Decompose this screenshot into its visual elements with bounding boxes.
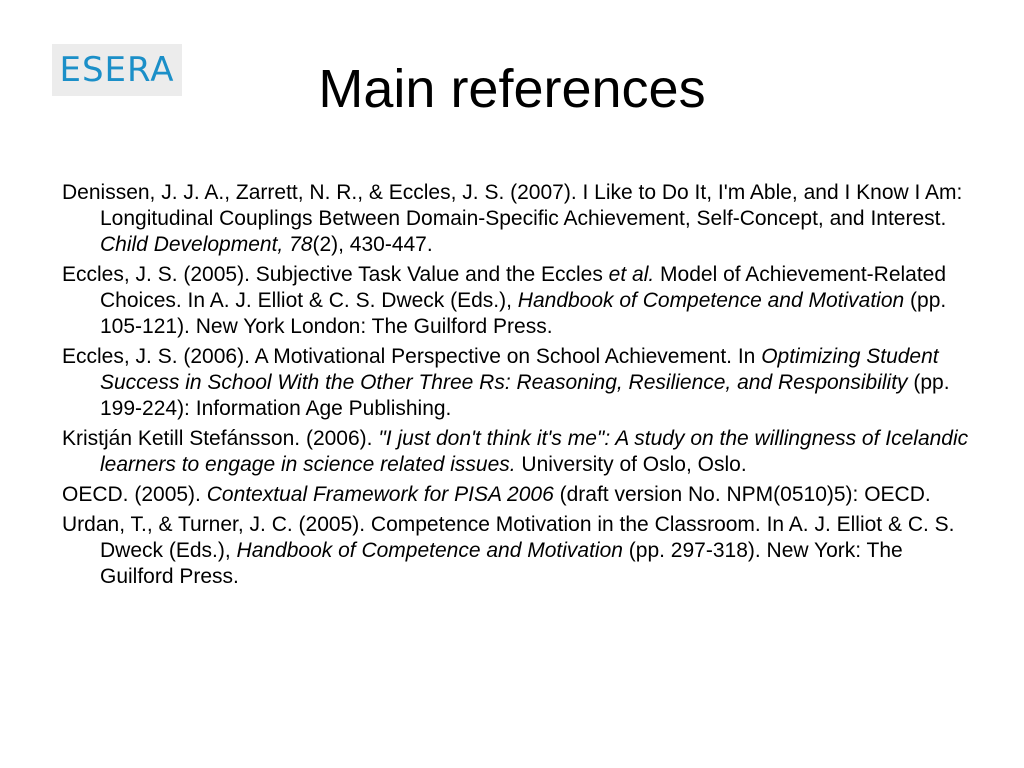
esera-logo-text: ESERA (59, 50, 175, 90)
reference-text: Kristján Ketill Stefánsson. (2006). (62, 427, 379, 450)
reference-item (62, 482, 972, 508)
reference-list (62, 180, 972, 594)
reference-text: Urdan, T., & Turner, J. C. (2005). Competence Motivation in the Classroom. In A. J. Elliot & C. S. Dweck (Eds.), (62, 513, 955, 562)
reference-text: OECD. (2005). (62, 483, 207, 506)
reference-italic-text: Handbook of Competence and Motivation (236, 539, 623, 562)
reference-italic-text: Contextual Framework for PISA 2006 (206, 483, 554, 506)
reference-italic-text: et al. (608, 263, 655, 286)
reference-italic-text: Optimizing Student Success in School With the Other Three Rs: Reasoning, Resilience, and Responsibility (100, 345, 939, 394)
reference-text: (draft version No. NPM(0510)5): OECD. (553, 483, 931, 506)
reference-text: Denissen, J. J. A., Zarrett, N. R., & Eccles, J. S. (2007). I Like to Do It, I'm Able, and I Know I Am: Longitudinal Couplings Between Domain-Specific Achievement, Self-Concept, and Interest. (62, 181, 963, 230)
reference-text: Eccles, J. S. (2006). A Motivational Perspective on School Achievement. In (62, 345, 762, 368)
slide-title: Main references (318, 59, 706, 119)
reference-italic-text: "I just don't think it's me": A study on the willingness of Icelandic learners to engage in science related issues. (100, 427, 969, 476)
reference-text: Model of Achievement-Related Choices. In A. J. Elliot & C. S. Dweck (Eds.), (100, 263, 947, 312)
reference-text: (pp. 199-224): Information Age Publishing. (100, 371, 950, 420)
reference-text: Eccles, J. S. (2005). Subjective Task Value and the Eccles (62, 263, 609, 286)
reference-item (62, 180, 972, 258)
reference-item (62, 262, 972, 340)
reference-item (62, 512, 972, 590)
reference-item (62, 426, 972, 478)
reference-text: (pp. 105-121). New York London: The Guilford Press. (100, 289, 947, 338)
reference-italic-text: Child Development, 78 (100, 233, 313, 256)
reference-text: University of Oslo, Oslo. (515, 453, 747, 476)
reference-item (62, 344, 972, 422)
reference-text: (2), 430-447. (312, 233, 433, 256)
reference-italic-text: Handbook of Competence and Motivation (517, 289, 905, 312)
reference-text: (pp. 297-318). New York: The Guilford Press. (100, 539, 903, 588)
